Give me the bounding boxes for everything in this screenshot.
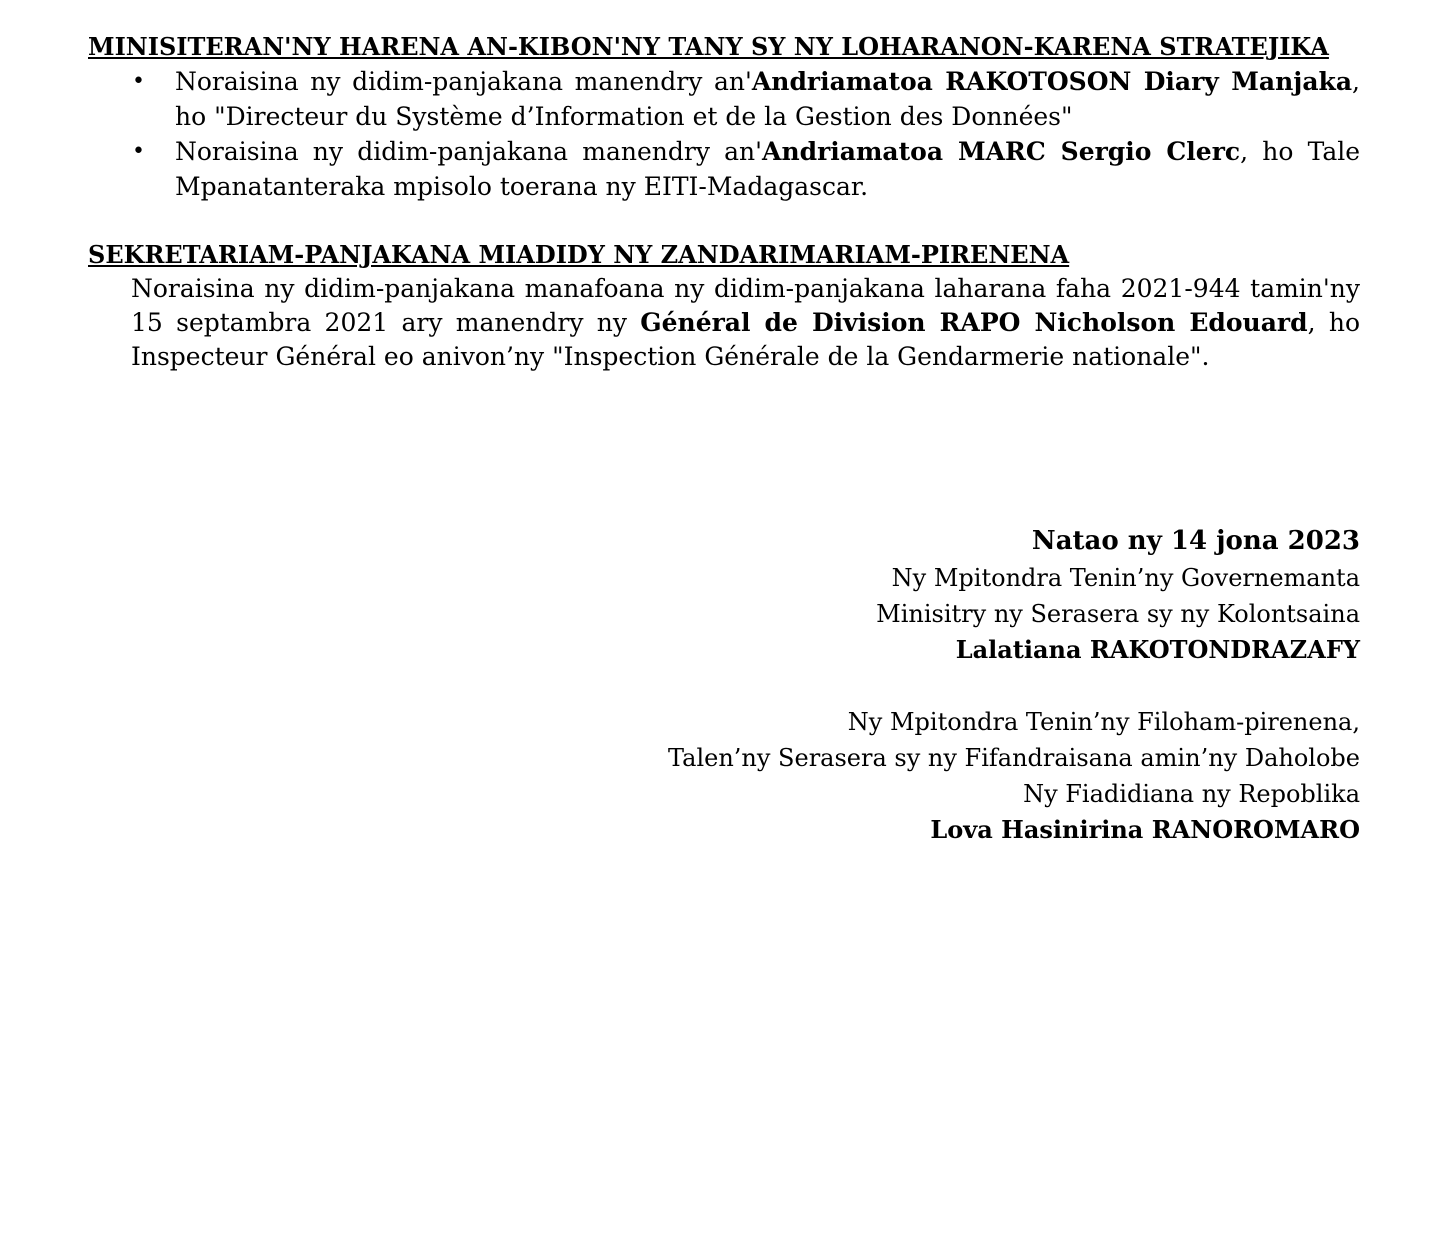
item-text-prefix: Noraisina ny didim-panjakana manendry an': [175, 67, 752, 96]
bullet-icon: •: [132, 69, 145, 94]
signature-spacer: [668, 668, 1360, 704]
section-gendarmerie: [88, 238, 1360, 374]
signatory-title-line: Ny Fiadidiana ny Repoblika: [1023, 780, 1360, 808]
signatory-name: Lalatiana RAKOTONDRAZAFY: [955, 635, 1360, 664]
appointment-list: [88, 64, 1360, 204]
section-heading-ministry-mines: MINISITERAN'NY HARENA AN-KIBON'NY TANY SY NY LOHARANON-KARENA STRATEJIKA: [88, 32, 1329, 61]
list-item: [88, 134, 1360, 204]
section-ministry-mines: [88, 30, 1360, 204]
item-text-prefix: Noraisina ny didim-panjakana manendry an': [175, 137, 763, 166]
decree-paragraph: [88, 272, 1360, 374]
list-item: [88, 64, 1360, 134]
signatory-title-line: Minisitry ny Serasera sy ny Kolontsaina: [876, 600, 1360, 628]
bullet-icon: •: [132, 139, 145, 164]
signatory-name: Lova Hasinirina RANOROMARO: [930, 815, 1360, 844]
paragraph-appointee-name: Général de Division RAPO Nicholson Edouard: [640, 308, 1308, 337]
signature-date: Natao ny 14 jona 2023: [1031, 526, 1360, 556]
item-appointee-name: Andriamatoa RAKOTOSON Diary Manjaka: [751, 67, 1353, 96]
item-text-suffix: , ho Tale Mpanatanteraka mpisolo toerana ny EITI-Madagascar.: [175, 137, 1361, 201]
item-text-suffix: , ho "Directeur du Système d’Information et de la Gestion des Données": [175, 67, 1360, 131]
document-page: [88, 30, 1360, 374]
paragraph-text-prefix: Noraisina ny didim-panjakana manafoana ny didim-panjakana laharana faha 2021-944 tamin'ny 15 septambra 2021 ary manendry ny: [131, 274, 1360, 337]
signatory-title-line: Ny Mpitondra Tenin’ny Governemanta: [891, 564, 1360, 592]
signatory-title-line: Talen’ny Serasera sy ny Fifandraisana amin’ny Daholobe: [667, 744, 1360, 772]
signatory-title-line: Ny Mpitondra Tenin’ny Filoham-pirenena,: [847, 708, 1360, 736]
section-heading-gendarmerie: SEKRETARIAM-PANJAKANA MIADIDY NY ZANDARIMARIAM-PIRENENA: [88, 240, 1070, 269]
signature-block: [668, 522, 1360, 848]
paragraph-text-suffix: , ho Inspecteur Général eo anivon’ny "Inspection Générale de la Gendarmerie nationale".: [131, 308, 1360, 371]
item-appointee-name: Andriamatoa MARC Sergio Clerc: [762, 137, 1241, 166]
